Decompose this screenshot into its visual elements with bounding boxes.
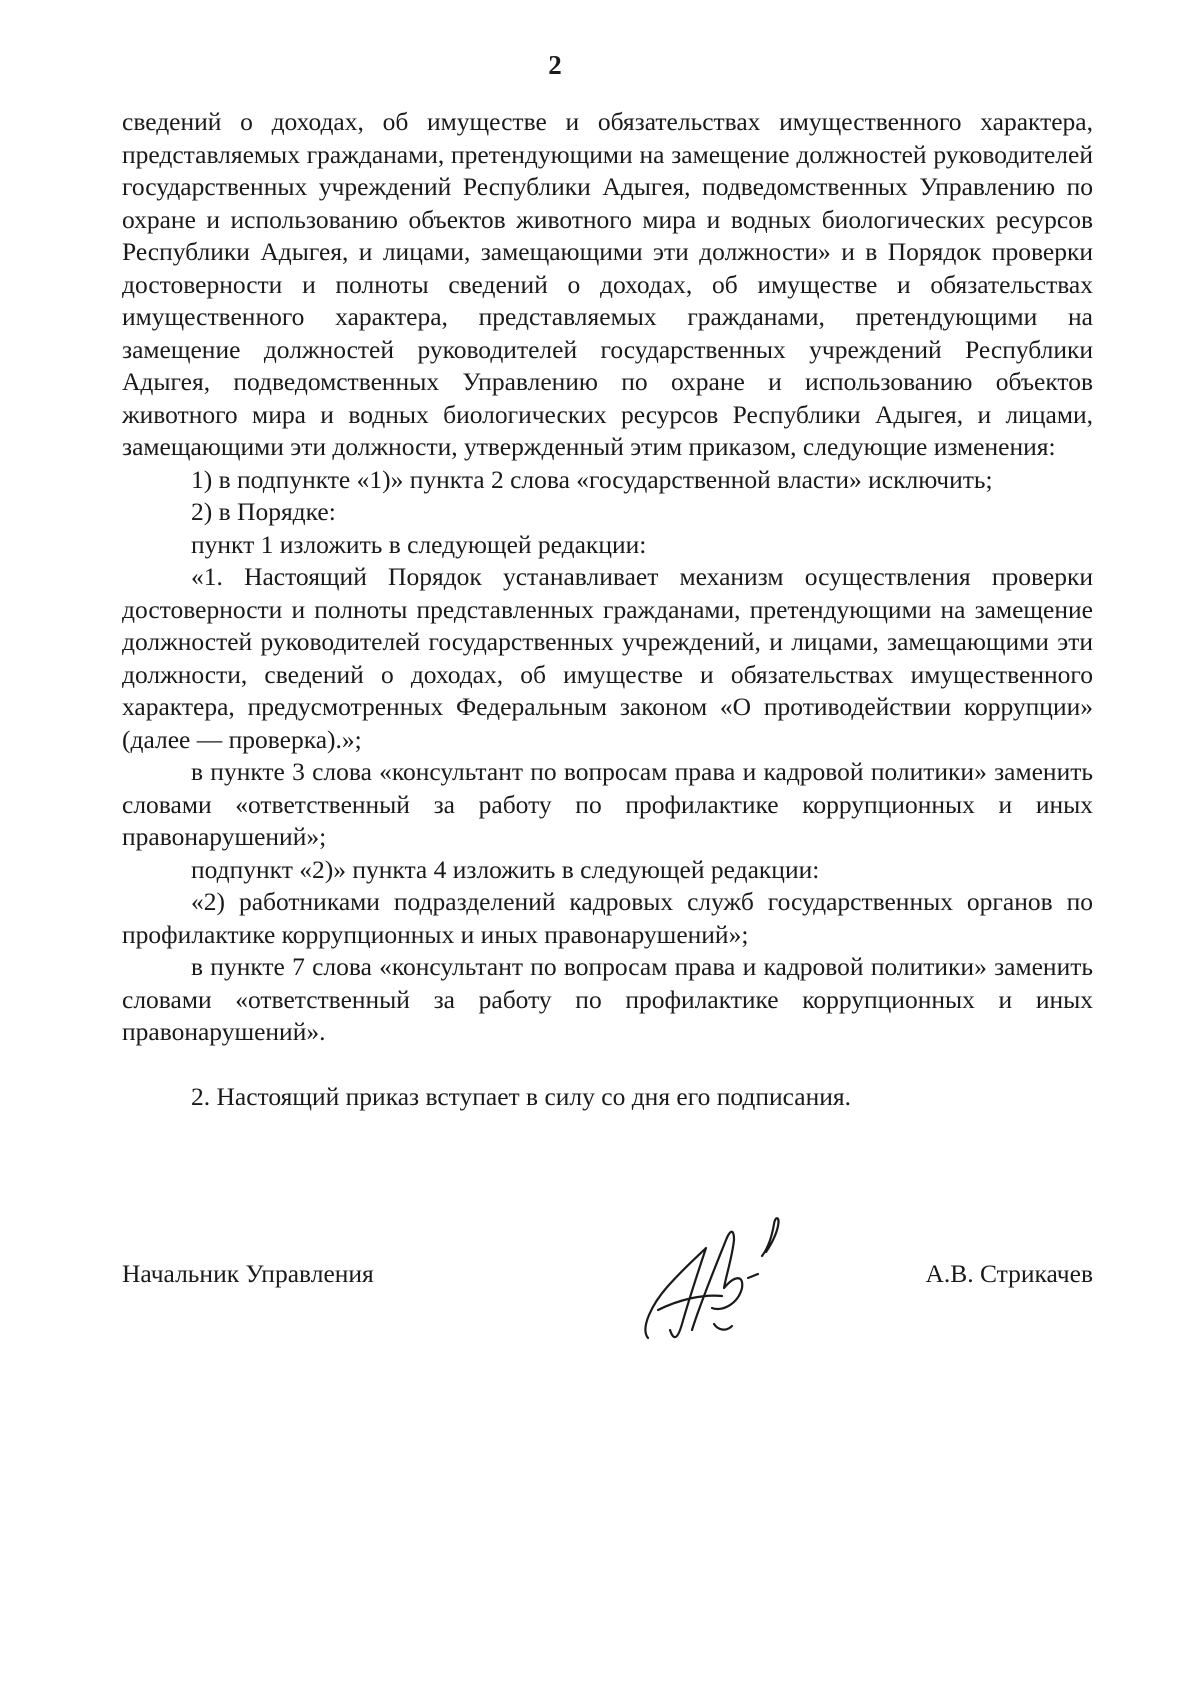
handwritten-signature — [630, 1200, 810, 1350]
paragraph-subitem-2: 2) в Порядке: — [191, 497, 336, 526]
paragraph-point-1-intro: пункт 1 изложить в следующей редакции: — [191, 529, 647, 559]
paragraph-effective-date: 2. Настоящий приказ вступает в силу со дня его подписания. — [191, 1081, 851, 1111]
page-number: 2 — [548, 50, 562, 80]
paragraph-point-3: в пункте 3 слова «консультант по вопросам права и кадровой политики» заменить словами «ответственный за работу по профилактике коррупционных и иных правонарушений»; — [122, 757, 1093, 851]
paragraph-point-4-text: «2) работниками подразделений кадровых служб государственных органов по профилактике коррупционных и иных правонарушений»; — [122, 887, 1093, 949]
signature-block — [122, 1258, 1093, 1298]
signatory-title: Начальник Управления — [122, 1259, 374, 1288]
paragraph-continuation: сведений о доходах, об имуществе и обязательствах имущественного характера, представляемых гражданами, претендующими на замещение должностей руководителей государственных учреждений Республики Адыгея, подведомственных Управлению по охране и использованию объектов животного мира и водных биологических ресурсов Республики Адыгея, и лицами, замещающими эти должности» и в Порядок проверки достоверности и полноты сведений о доходах, об имуществе и обязательствах имущественного характера, представляемых гражданами, претендующими на замещение должностей руководителей государственных учреждений Республики Адыгея, подведомственных Управлению по охране и использованию объектов животного мира и водных биологических ресурсов Республики Адыгея, и лицами, замещающими эти должности, утвержденный этим приказом, следующие изменения: — [122, 107, 1093, 461]
paragraph-point-1-text: «1. Настоящий Порядок устанавливает механизм осуществления проверки достоверности и полноты представленных гражданами, претендующими на замещение должностей руководителей государственных учреждений, и лицами, замещающими эти должности, сведений о доходах, об имуществе и обязательствах имущественного характера, предусмотренных Федеральным законом «О противодействии коррупции» (далее — проверка).»; — [122, 562, 1093, 754]
paragraph-point-4-intro: подпункт «2)» пункта 4 изложить в следующей редакции: — [191, 854, 820, 884]
paragraph-subitem-1: 1) в подпункте «1)» пункта 2 слова «государственной власти» исключить; — [191, 464, 993, 494]
paragraph-point-7: в пункте 7 слова «консультант по вопросам права и кадровой политики» заменить словами «ответственный за работу по профилактике коррупционных и иных правонарушений». — [122, 952, 1093, 1046]
document-body — [122, 106, 1093, 1113]
signatory-name: А.В. Стрикачев — [925, 1259, 1093, 1288]
